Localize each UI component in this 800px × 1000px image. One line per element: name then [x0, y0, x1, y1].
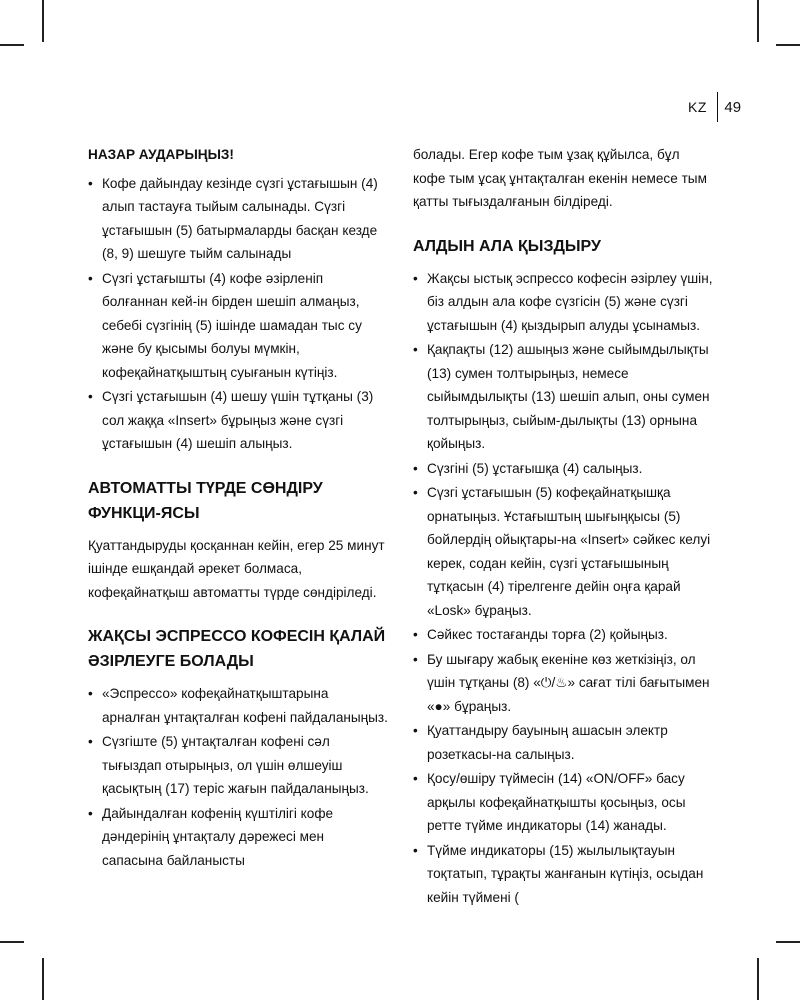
list-item: • Сүзгі ұстағышты (4) кофе әзірленіп болғаннан кей-ін бірден шешіп алмаңыз, себебі сүзгінің (5) ішінде шамадан тыс су және бу қысымы болуы мүмкін, кофеқайнатқыштың суығанын күтіңіз. — [88, 267, 388, 385]
list-item: • Бу шығару жабық екеніне көз жеткізіңіз, ол үшін тұтқаны (8) «⏻/♨» сағат тілі бағытымен «●» бұраңыз. — [413, 648, 713, 719]
crop-mark — [776, 941, 800, 943]
left-column — [88, 143, 388, 873]
auto-off-text: Қуаттандыруды қосқаннан кейін, егер 25 минут ішінде ешқандай әрекет болмаса, кофеқайнатқыш автоматты түрде сөндіріледі. — [88, 537, 385, 600]
list-item: • Жақсы ыстық эспрессо кофесін әзірлеу үшін, біз алдын ала кофе сүзгісін (5) және сүзгі ұстағышын (4) қыздырып алуды ұсынамыз. — [413, 267, 713, 338]
warning-list — [88, 172, 388, 456]
page-header — [688, 94, 741, 120]
list-item: • Сәйкес тостағанды торға (2) қойыңыз. — [413, 623, 713, 647]
right-column — [413, 143, 713, 910]
auto-off-title: АВТОМАТТЫ ТҮРДЕ СӨНДІРУ ФУНКЦИ-ЯСЫ — [88, 479, 323, 522]
preheat-list — [413, 267, 713, 910]
preheat-title: АЛДЫН АЛА ҚЫЗДЫРУ — [413, 237, 601, 255]
crop-mark — [42, 0, 44, 42]
list-item: • Дайындалған кофенің күштілігі кофе дәндерінің ұнтақталу дәрежесі мен сапасына байланысты — [88, 802, 388, 873]
warning-title: НАЗАР АУДАРЫҢЫЗ! — [88, 147, 234, 162]
espresso-howto-list — [88, 682, 388, 872]
list-item: • Сүзгі ұстағышын (5) кофеқайнатқышқа орнатыңыз. Ұстағыштың шығыңқысы (5) бойлердің ойықтары-на «Insert» сәйкес келуі керек, содан кейін, сүзгі ұстағышының тұтқасын (4) тірелгенге дейін оңға қарай «Losk» бұраңыз. — [413, 481, 713, 622]
list-item: • Кофе дайындау кезінде сүзгі ұстағышын (4) алып тастауға тыйым салынады. Сүзгі ұстағышын (5) батырмаларды басқан кезде (8, 9) шешуге тыйм салынады — [88, 172, 388, 266]
list-item: • Қақпақты (12) ашыңыз және сыйымдылықты (13) сумен толтырыңыз, немесе сыйымдылықты (13) шешіп алып, оны сумен толтырыңыз, сыйым-дылықты (13) орнына қойыңыз. — [413, 338, 713, 456]
crop-mark — [757, 958, 759, 1000]
espresso-howto-title: ЖАҚСЫ ЭСПРЕССО КОФЕСІН ҚАЛАЙ ӘЗІРЛЕУГЕ БОЛАДЫ — [88, 628, 386, 670]
list-item: • Сүзгі ұстағышын (4) шешу үшін тұтқаны (3) сол жаққа «Insert» бұрыңыз және сүзгі ұстағышын (4) шешіп алыңыз. — [88, 385, 388, 456]
crop-mark — [42, 958, 44, 1000]
list-item: • Қосу/өшіру түймесін (14) «ON/OFF» басу арқылы кофеқайнатқышты қосыңыз, осы ретте түйме индикаторы (14) жанады. — [413, 767, 713, 838]
continued-text: болады. Егер кофе тым ұзақ құйылса, бұл кофе тым ұсақ ұнтақталған екенін немесе тым қатты тығыздалғанын білдіреді. — [413, 147, 707, 209]
list-item: • «Эспрессо» кофеқайнатқыштарына арналған ұнтақталған кофені пайдаланыңыз. — [88, 682, 388, 729]
language-code: KZ — [688, 99, 707, 115]
header-divider — [717, 92, 719, 122]
list-item: • Сүзгіште (5) ұнтақталған кофені сәл тығыздап отырыңыз, ол үшін өлшеуіш қасықтың (17) теріс жағын пайдаланыңыз. — [88, 730, 388, 801]
list-item: • Сүзгіні (5) ұстағышқа (4) салыңыз. — [413, 457, 713, 481]
crop-mark — [757, 0, 759, 42]
list-item: • Түйме индикаторы (15) жылылықтауын тоқтатып, тұрақты жанғанын күтіңіз, осыдан кейін түймені ( — [413, 839, 713, 910]
crop-mark — [776, 44, 800, 46]
crop-mark — [0, 44, 24, 46]
page-number: 49 — [724, 98, 742, 116]
crop-mark — [0, 941, 24, 943]
list-item: • Қуаттандыру бауының ашасын электр розеткасы-на салыңыз. — [413, 719, 713, 766]
